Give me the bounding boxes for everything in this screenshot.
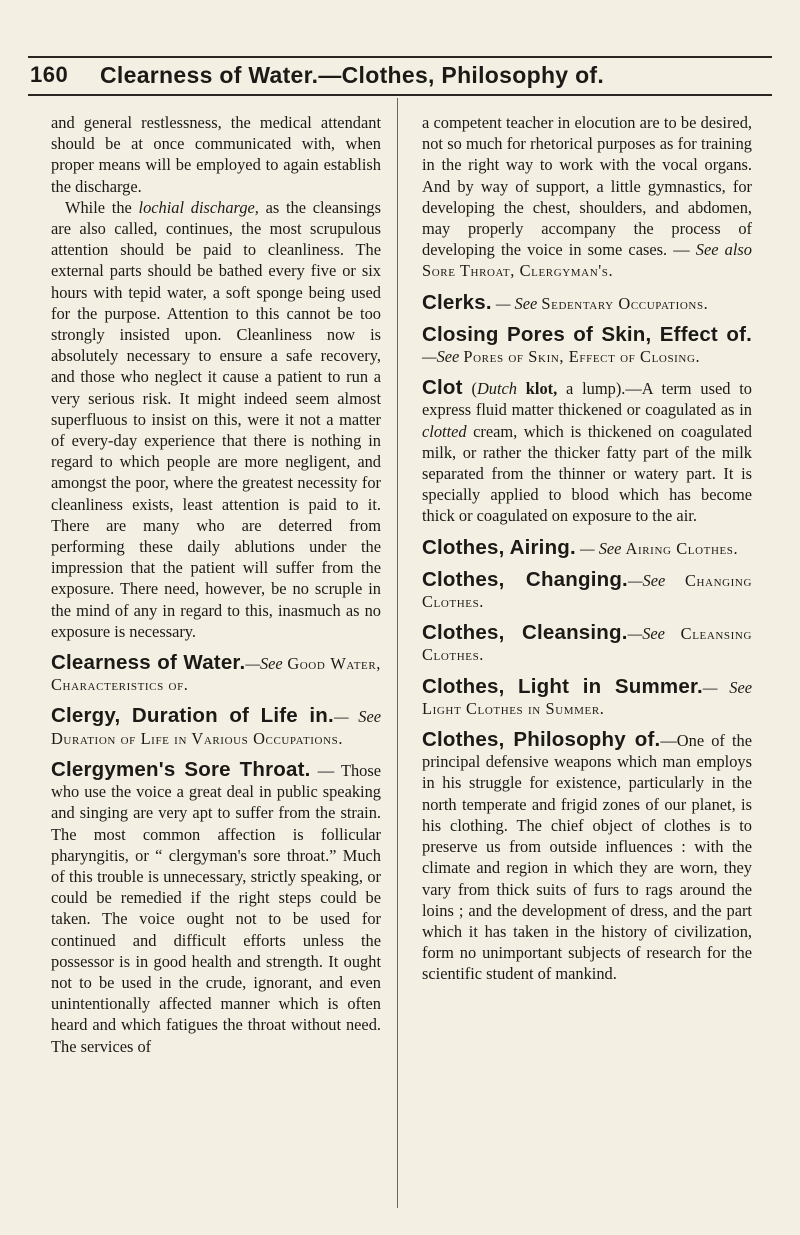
paragraph-elocution: a competent teacher in elocution are to be desired, not so much for rhetorical purposes as for training in the right way to work with the vocal organs. And by way of support, a little gymnastics, for developing the chest, shoulders, and abdomen, may properly accompany the process of developing the voice in some cases. — See also Sore Throat, Clergyman's. [422, 113, 752, 281]
entry-clergy-duration: Clergy, Duration of Life in.— See Duration of Life in Various Occupations. [51, 704, 382, 748]
headword: Closing Pores of Skin, Effect of. [422, 322, 752, 346]
headword: Clot [422, 376, 463, 400]
entry-clothes-light: Clothes, Light in Summer.— See Light Clothes in Summer. [422, 674, 753, 718]
entry-clothes-philosophy: Clothes, Philosophy of.—One of the principal defensive weapons which man employs in his struggle for existence, particularly in the north temperate and frigid zones of our planet, is his clothing. The chief object of clothes is to preserve us from outside influences : with the climate and region in which they are worn, they vary from thick suits of furs to rags around the loins ; and the development of dress, and the part which it has taken in the history of civilization, form no unimportant subjects of research for the scientific student of mankind. [422, 728, 752, 984]
headword: Clothes, Airing. [422, 535, 576, 559]
paragraph-discharge: and general restlessness, the medical attendant should be at once communicated with, when proper means will be employed to again establish the discharge. [51, 113, 381, 196]
left-column [51, 112, 381, 1057]
entry-clothes-cleansing: Clothes, Cleansing.—See Cleansing Clothes. [422, 621, 752, 665]
entry-closing-pores: Closing Pores of Skin, Effect of.—See Pores of Skin, Effect of Closing. [422, 322, 752, 367]
headword: Clearness of Water. [51, 651, 246, 675]
cross-reference: Changing Clothes. [422, 570, 753, 612]
top-rule [28, 56, 772, 58]
cross-reference: Pores of Skin, Effect of Closing. [463, 347, 701, 367]
page-header [30, 60, 770, 94]
headword: Clothes, Cleansing. [422, 621, 628, 645]
entry-clergymens-sore-throat: Clergymen's Sore Throat. — Those who use the voice a great deal in public speaking and singing are very apt to suffer from the strain. The most common affection is follicular pharyngitis, or “ clergyman's sore throat.” Much of this trouble is unnecessary, strictly speaking, or could be remedied if the right steps could be taken. The voice ought not to be used for continued and difficult efforts unless the possessor is in good health and strength. It ought not to be used in the crude, ignorant, and even unintentionally affected manner which is often heard and which fatigues the throat without need. The services of [51, 757, 381, 1056]
cross-reference: Cleansing Clothes. [422, 624, 752, 665]
entry-clothes-airing: Clothes, Airing. — See Airing Clothes. [422, 535, 739, 559]
page-number: 160 [30, 62, 69, 87]
entry-clearness-of-water: Clearness of Water.—See Good Water, Characteristics of. [51, 651, 381, 695]
headword: Clerks. [422, 290, 492, 314]
header-rule [28, 94, 772, 96]
cross-reference: Duration of Life in Various Occupations. [51, 728, 344, 748]
cross-reference: Sedentary Occupations. [541, 293, 709, 313]
cross-reference: Airing Clothes. [625, 538, 739, 558]
headword: Clothes, Changing. [422, 567, 628, 591]
column-divider [397, 98, 398, 1208]
headword: Clergymen's Sore Throat. [51, 757, 311, 781]
headword: Clothes, Philosophy of. [422, 728, 661, 752]
running-head: Clearness of Water.—Clothes, Philosophy of. [100, 62, 605, 88]
right-column [422, 112, 752, 985]
entry-clothes-changing: Clothes, Changing.—See Changing Clothes. [422, 567, 753, 612]
cross-reference: Good Water, Characteristics of. [51, 654, 381, 695]
headword: Clergy, Duration of Life in. [51, 704, 334, 728]
entry-clerks: Clerks. — See Sedentary Occupations. [422, 290, 709, 314]
paragraph-cleanliness: While the lochial discharge, as the cleansings are also called, continues, the most scrupulous attention should be paid to cleanliness. The external parts should be bathed every five or six hours with tepid water, a soft sponge being used for the purpose. Attention to this cannot be too strongly insisted upon. Cleanliness now is absolutely necessary to ensure a safe recovery, and those who neglect it cause a patient to run a very serious risk. It might indeed seem almost superfluous to insist on this, were it not a matter of every-day experience that there is nothing in regard to which people are more negligent, and amongst the poor, where the greatest necessity for cleanliness exists, least attention is paid to it. There are many who are deterred from performing these daily ablutions under the impression that the patient will suffer from the exposure. There need, however, be no scruple in the mind of any in regard to this, inasmuch as no exposure is necessary. [51, 197, 381, 641]
cross-reference: Light Clothes in Summer. [422, 698, 605, 718]
cross-reference: Sore Throat, Clergyman's. [422, 261, 614, 281]
headword: Clothes, Light in Summer. [422, 674, 703, 698]
entry-clot: Clot (Dutch klot, a lump).—A term used to express fluid matter thickened or coagulated as in clotted cream, which is thickened on coagulated milk, or rather the thicker fatty part of the milk separated from the thinner or watery part. It is specially applied to blood which has become thick or coagulated on exposure to the air. [422, 376, 752, 526]
